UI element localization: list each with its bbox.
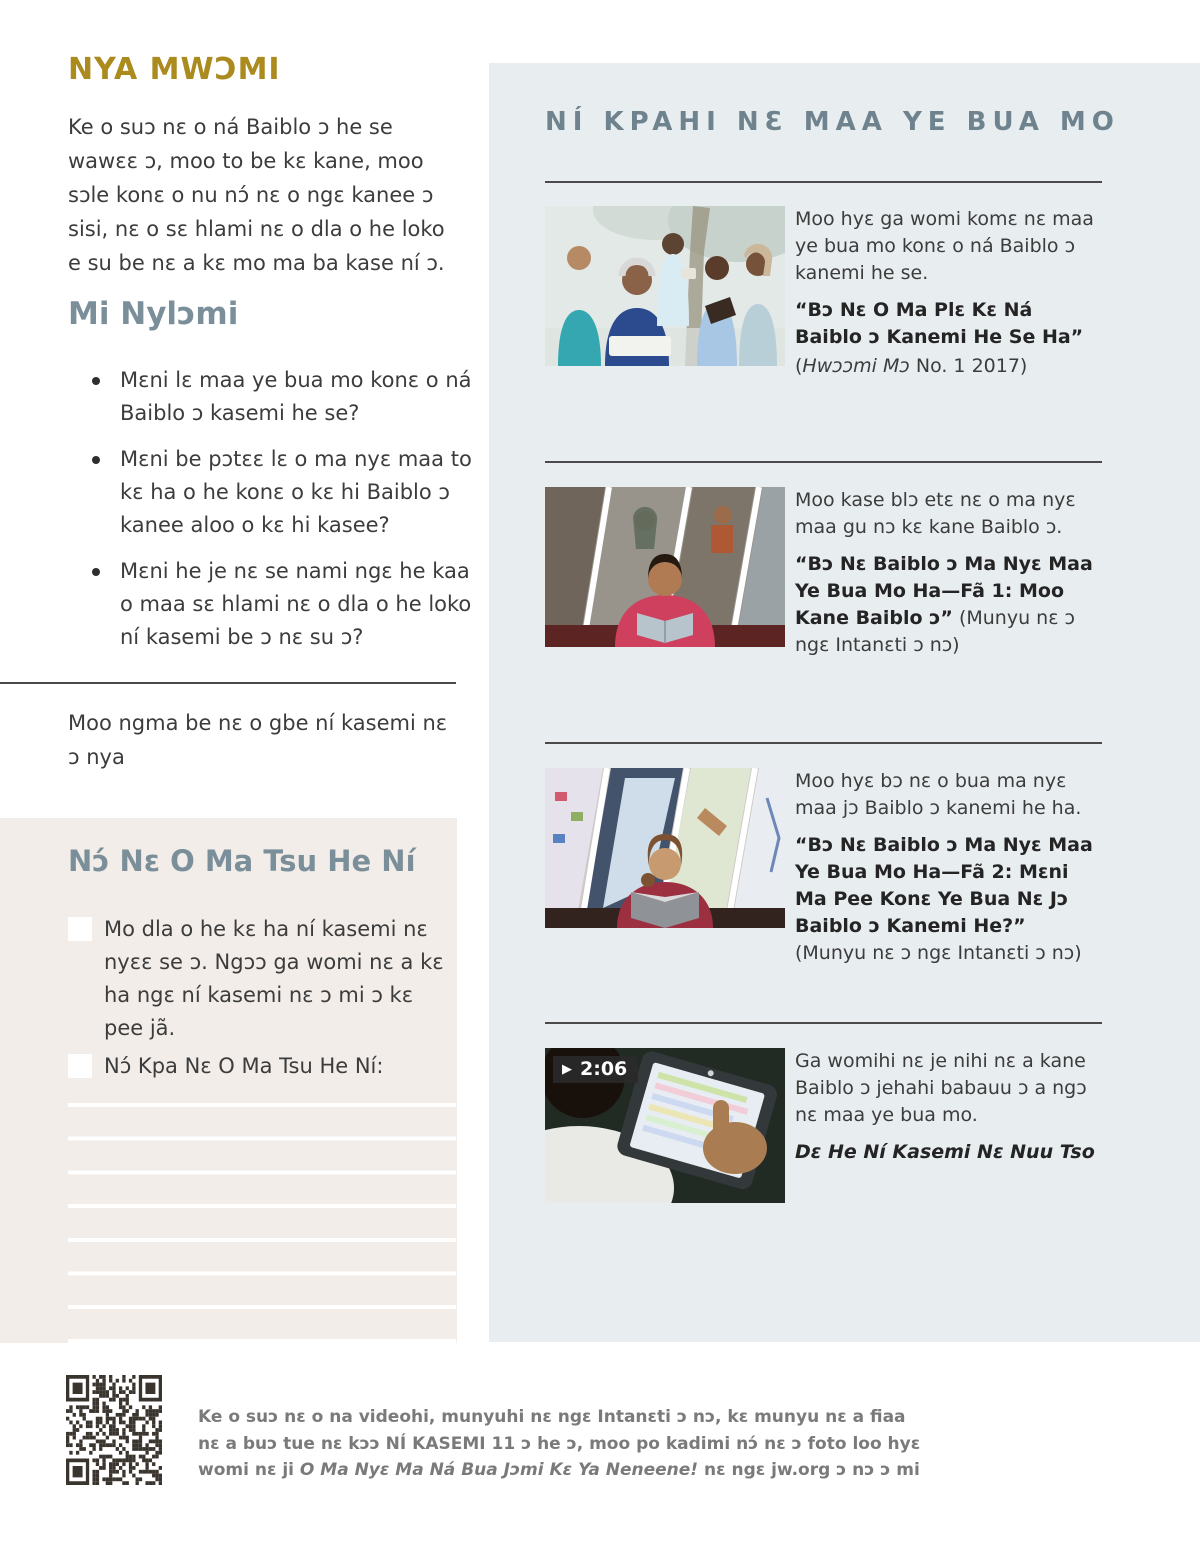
reading-group-illustration [545, 206, 785, 366]
divider [545, 1022, 1102, 1024]
bullet-icon [92, 456, 100, 464]
question-item: Mɛni be pɔtɛɛ lɛ o ma nyɛ maa to kɛ ha o he konɛ o kɛ hi Baiblo ɔ kanee aloo o kɛ hi kasee? [68, 443, 472, 542]
questions-list [68, 364, 472, 667]
study-aids-panel [489, 63, 1200, 1342]
questions-heading: Mi Nylɔmi [68, 296, 239, 332]
checkbox-item: Mo dla o he kɛ ha ní kasemi nɛ nyɛɛ se ɔ. Ngɔɔ ga womi nɛ a kɛ ha ngɛ ní kasemi nɛ ɔ mi ɔ kɛ pee jã. [68, 913, 456, 1045]
divider [545, 742, 1102, 744]
checkbox-item: Nɔ́ Kpa Nɛ O Ma Tsu He Ní: [68, 1050, 456, 1083]
intro-heading: NYA MWƆMI [68, 52, 281, 87]
woman-studying-illustration [545, 768, 785, 928]
footer-line: nɛ a buɔ tue nɛ kɔɔ NÍ KASEMI 11 ɔ he ɔ, moo po kadimi nɔ́ nɛ ɔ foto loo hyɛ [198, 1433, 921, 1454]
video-duration-badge [553, 1056, 638, 1083]
study-aid-caption [795, 768, 1102, 967]
young-man-reading-collage-image [545, 487, 785, 647]
young-man-reading-illustration [545, 487, 785, 647]
study-aid-desc: Ga womihi nɛ je nihi nɛ a kane Baiblo ɔ jehahi babauu ɔ a ngɔ nɛ maa ye bua mo. [795, 1050, 1087, 1126]
checkbox[interactable] [68, 917, 92, 941]
footer-line: Ke o suɔ nɛ o na videohi, munyuhi nɛ ngɛ Intanɛti ɔ nɔ, kɛ munyu nɛ a fiaa [198, 1407, 906, 1427]
footer-text [198, 1404, 921, 1484]
study-aid-title: “Bɔ Nɛ O Ma Plɛ Kɛ Ná Baiblo ɔ Kanemi He Se Ha” [795, 299, 1084, 348]
study-aid-row [545, 1048, 1145, 1203]
question-item: Mɛni he je nɛ se nami ngɛ he kaa o maa sɛ hlami nɛ o dla o he loko ní kasemi be ɔ nɛ su ɔ? [68, 555, 472, 654]
study-aid-caption [795, 1048, 1102, 1203]
qr-code-graphic [66, 1375, 162, 1485]
play-icon: ▶ [562, 1061, 572, 1077]
study-aid-desc: Moo hyɛ ga womi komɛ nɛ maa ye bua mo konɛ o ná Baiblo ɔ kanemi he se. [795, 208, 1094, 284]
study-aid-title: “Bɔ Nɛ Baiblo ɔ Ma Nyɛ Maa Ye Bua Mo Ha—Fã 1: Moo Kane Baiblo ɔ” (Munyu nɛ ɔ ngɛ Intanɛti ɔ nɔ) [795, 553, 1093, 656]
study-aids-heading: NÍ KPAHI NƐ MAA YE BUA MO [545, 107, 1120, 137]
question-item: Mɛni lɛ maa ye bua mo konɛ o ná Baiblo ɔ kasemi he se? [68, 364, 472, 430]
writing-lines [68, 1103, 456, 1343]
study-aid-row [545, 768, 1145, 967]
checkbox[interactable] [68, 1054, 92, 1078]
woman-studying-collage-image [545, 768, 785, 928]
note-text: Moo ngma be nɛ o gbe ní kasemi nɛ ɔ nya [68, 711, 448, 769]
divider [0, 682, 456, 684]
tablet-study-video-thumbnail[interactable] [545, 1048, 785, 1203]
study-aid-title: “Bɔ Nɛ Baiblo ɔ Ma Nyɛ Maa Ye Bua Mo Ha—Fã 2: Mɛni Ma Pee Konɛ Ye Bua Nɛ Jɔ Baiblo ɔ Kanemi He?” (Munyu nɛ ɔ ngɛ Intanɛti ɔ nɔ) [795, 834, 1093, 964]
study-aid-caption [795, 206, 1102, 380]
action-box [0, 818, 457, 1343]
intro-paragraph: Ke o suɔ nɛ o ná Baiblo ɔ he se wawɛɛ ɔ, moo to be kɛ kane, moo sɔle konɛ o nu nɔ́ nɛ o ngɛ kanee ɔ sisi, nɛ o sɛ hlami nɛ o dla o he loko e su be nɛ a kɛ mo ma ba kase ní ɔ. [68, 115, 445, 275]
reading-group-collage-image [545, 206, 785, 366]
study-aid-desc: Moo hyɛ bɔ nɛ o bua ma nyɛ maa jɔ Baiblo ɔ kanemi he ha. [795, 770, 1082, 819]
study-aid-row [545, 206, 1145, 380]
action-box-heading: Nɔ́ Nɛ O Ma Tsu He Ní [68, 844, 416, 878]
divider [545, 181, 1102, 183]
divider [545, 461, 1102, 463]
bullet-icon [92, 568, 100, 576]
qr-code [66, 1375, 162, 1485]
video-duration: 2:06 [580, 1058, 628, 1080]
bullet-icon [92, 377, 100, 385]
video-title: Dɛ He Ní Kasemi Nɛ Nuu Tso [795, 1141, 1095, 1163]
study-aid-reference: (Hwɔɔmi Mɔ No. 1 2017) [795, 355, 1028, 377]
study-aid-desc: Moo kase blɔ etɛ nɛ o ma nyɛ maa gu nɔ kɛ kane Baiblo ɔ. [795, 489, 1076, 538]
footer-line: womi nɛ ji O Ma Nyɛ Ma Ná Bua Jɔmi Kɛ Ya Neneene! nɛ ngɛ jw.org ɔ nɔ ɔ mi [198, 1460, 920, 1480]
study-aid-caption [795, 487, 1102, 659]
study-aid-row [545, 487, 1145, 659]
